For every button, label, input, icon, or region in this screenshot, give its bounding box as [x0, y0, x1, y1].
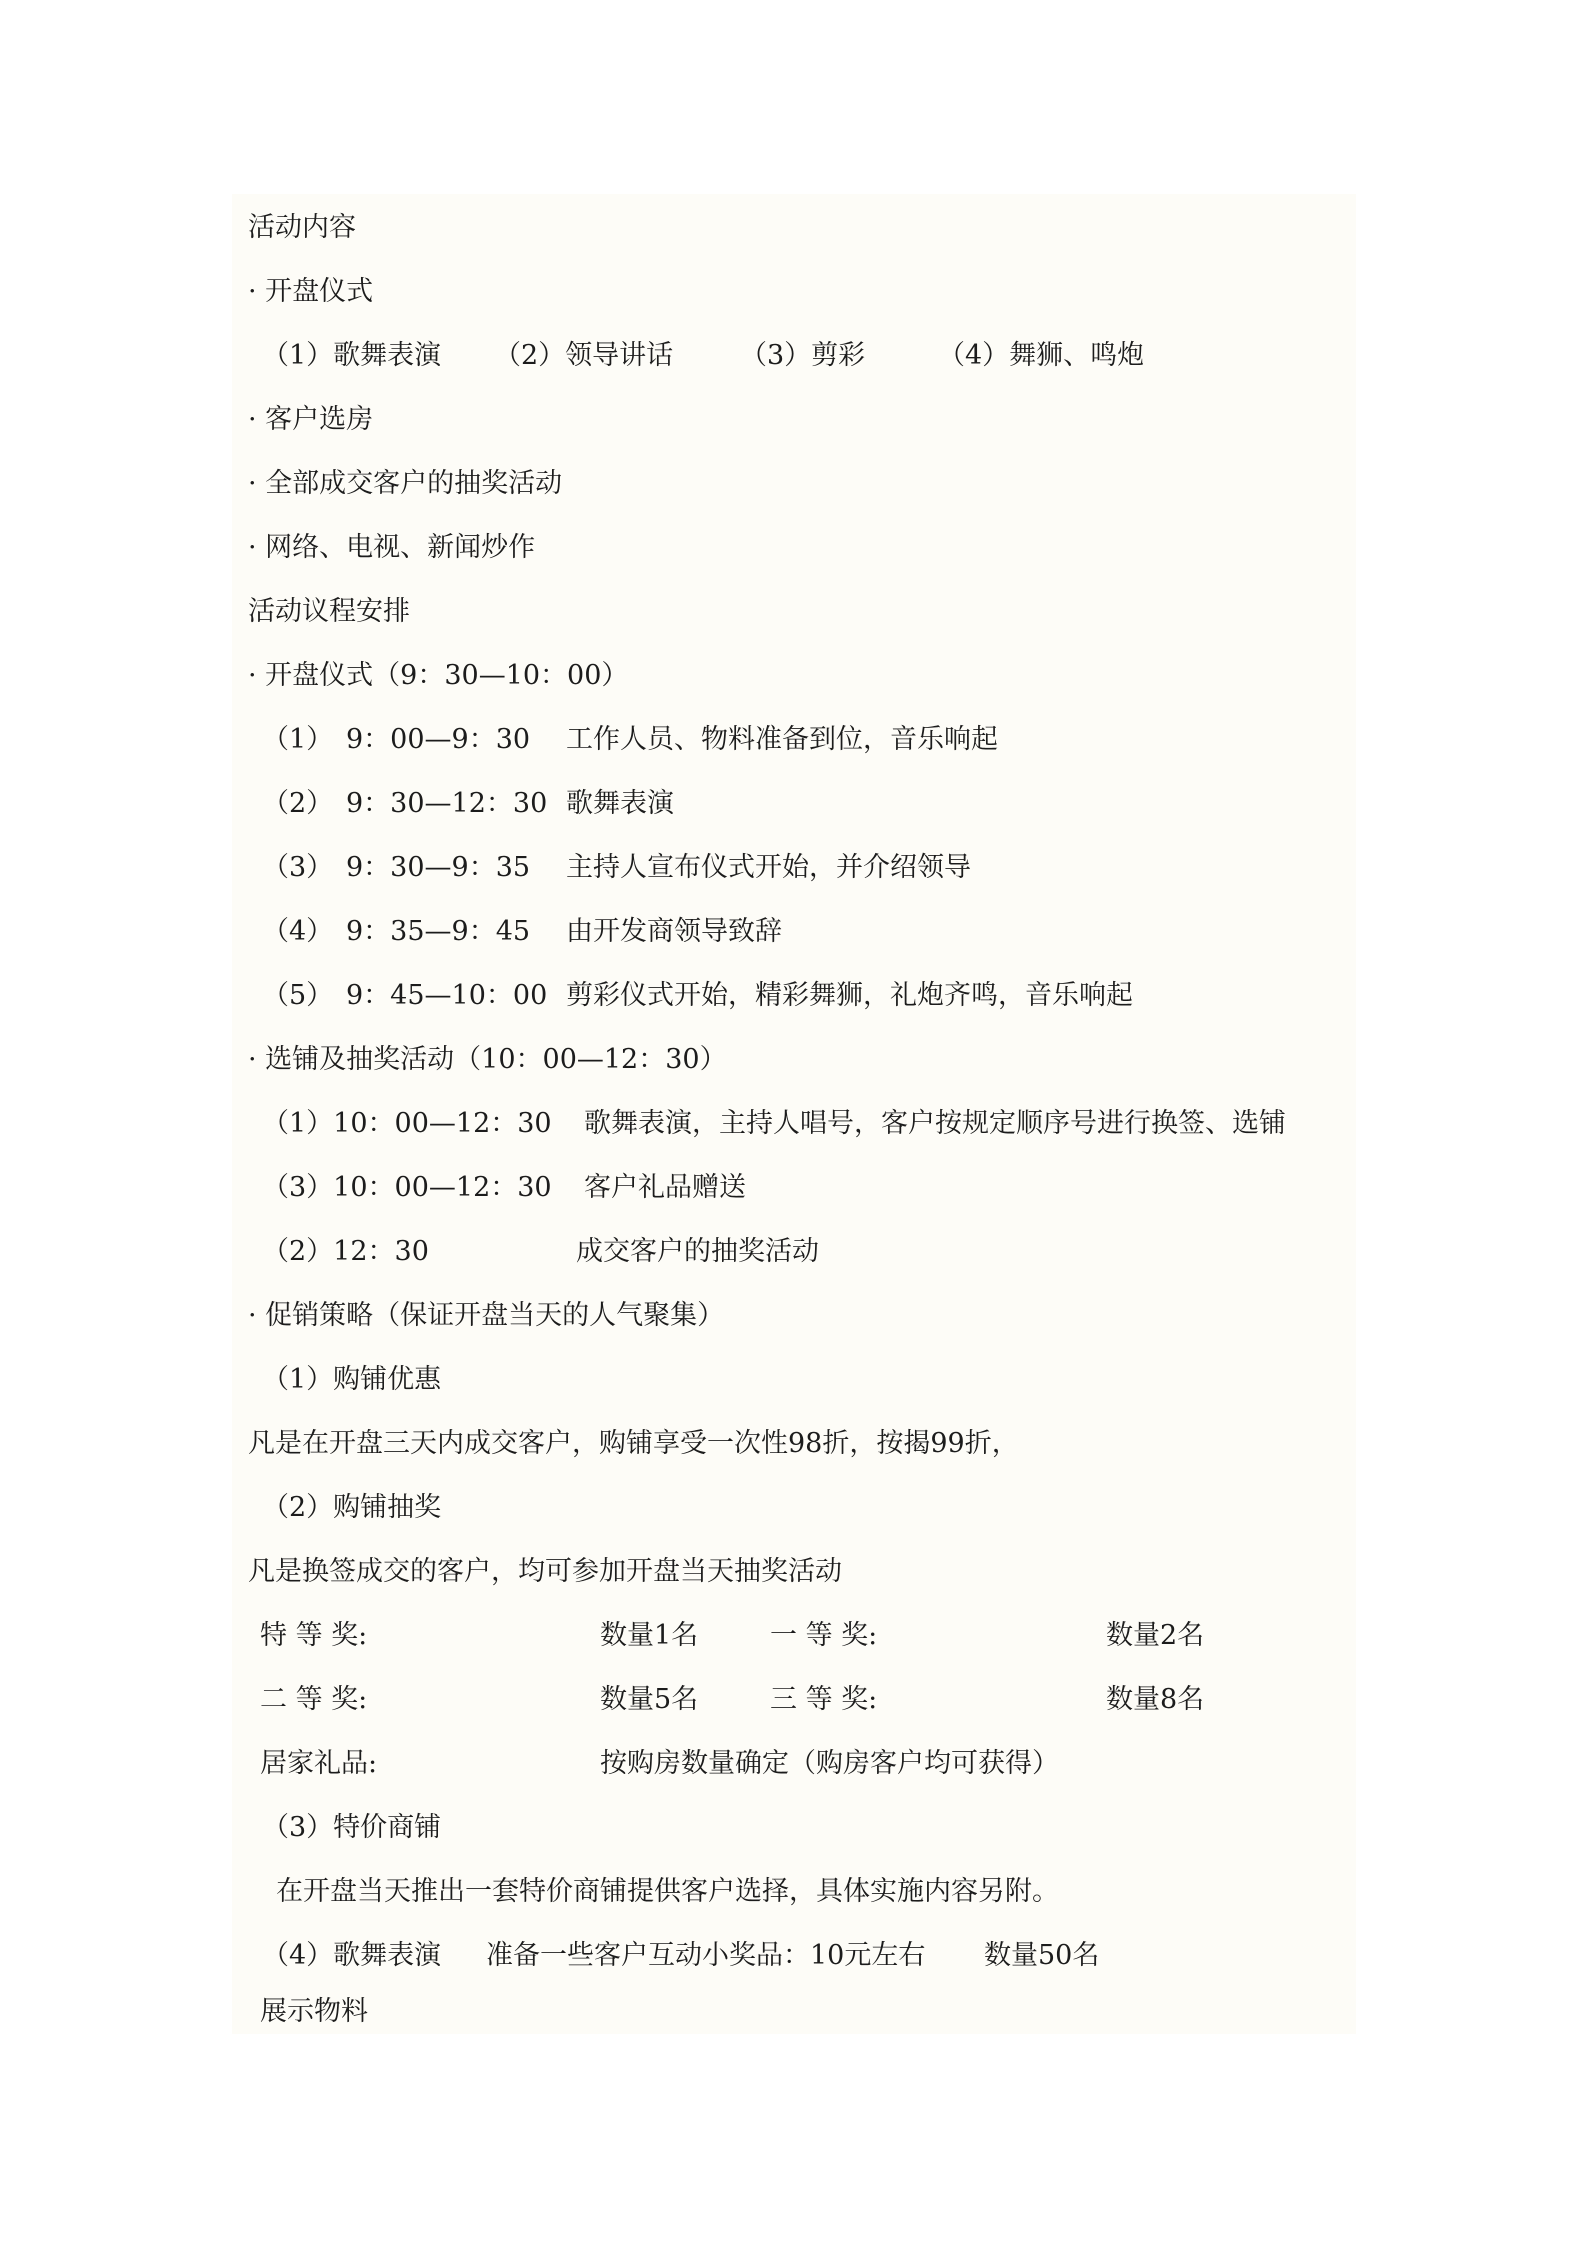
bullet-customer-selection: · 客户选房 [248, 404, 374, 435]
section-heading-display-materials: 展示物料 [260, 1996, 368, 2027]
bullet-opening-ceremony: · 开盘仪式 [248, 276, 374, 307]
ceremony-item: （1）歌舞表演 [262, 340, 442, 371]
bullet-media: · 网络、电视、新闻炒作 [248, 532, 536, 563]
agenda-row: （4） 9：35—9：45 由开发商领导致辞 [262, 916, 782, 947]
bullet-lottery: · 全部成交客户的抽奖活动 [248, 468, 563, 499]
promo-title: （1）购铺优惠 [262, 1364, 442, 1395]
section-heading-content: 活动内容 [248, 212, 356, 243]
prize-row: 二 等 奖: 数量5名 三 等 奖: 数量8名 [260, 1684, 1205, 1715]
prize-row-home-gift: 居家礼品: 按购房数量确定（购房客户均可获得） [260, 1748, 1059, 1779]
promo-title: （3）特价商铺 [262, 1812, 442, 1843]
prize-row: 特 等 奖: 数量1名 一 等 奖: 数量2名 [260, 1620, 1205, 1651]
promo-text: 在开盘当天推出一套特价商铺提供客户选择，具体实施内容另附。 [276, 1876, 1059, 1907]
agenda-row: （5） 9：45—10：00 剪彩仪式开始，精彩舞狮，礼炮齐鸣，音乐响起 [262, 980, 1133, 1011]
ceremony-item: （4）舞狮、鸣炮 [938, 340, 1145, 371]
promo-performance-row: （4）歌舞表演 准备一些客户互动小奖品：10元左右 数量50名 [262, 1940, 1100, 1971]
ceremony-item: （3）剪彩 [740, 340, 866, 371]
selection-row: （3）10：00—12：30 客户礼品赠送 [262, 1172, 746, 1203]
agenda-row: （1） 9：00—9：30 工作人员、物料准备到位，音乐响起 [262, 724, 998, 755]
document-page [232, 194, 1356, 2034]
ceremony-item: （2）领导讲话 [494, 340, 674, 371]
promo-title: （2）购铺抽奖 [262, 1492, 442, 1523]
bullet-promotion: · 促销策略（保证开盘当天的人气聚集） [248, 1300, 725, 1331]
promo-text: 凡是在开盘三天内成交客户，购铺享受一次性98折，按揭99折， [248, 1428, 1019, 1459]
agenda-row: （3） 9：30—9：35 主持人宣布仪式开始，并介绍领导 [262, 852, 971, 883]
promo-text: 凡是换签成交的客户，均可参加开盘当天抽奖活动 [248, 1556, 842, 1587]
selection-row: （2）12：30 成交客户的抽奖活动 [262, 1236, 819, 1267]
bullet-opening-agenda: · 开盘仪式（9：30—10：00） [248, 660, 629, 691]
section-heading-agenda: 活动议程安排 [248, 596, 410, 627]
ceremony-items-row [232, 336, 1356, 376]
selection-row: （1）10：00—12：30 歌舞表演，主持人唱号，客户按规定顺序号进行换签、选铺 [262, 1108, 1286, 1139]
agenda-row: （2） 9：30—12：30 歌舞表演 [262, 788, 674, 819]
bullet-selection-lottery: · 选铺及抽奖活动（10：00—12：30） [248, 1044, 727, 1075]
